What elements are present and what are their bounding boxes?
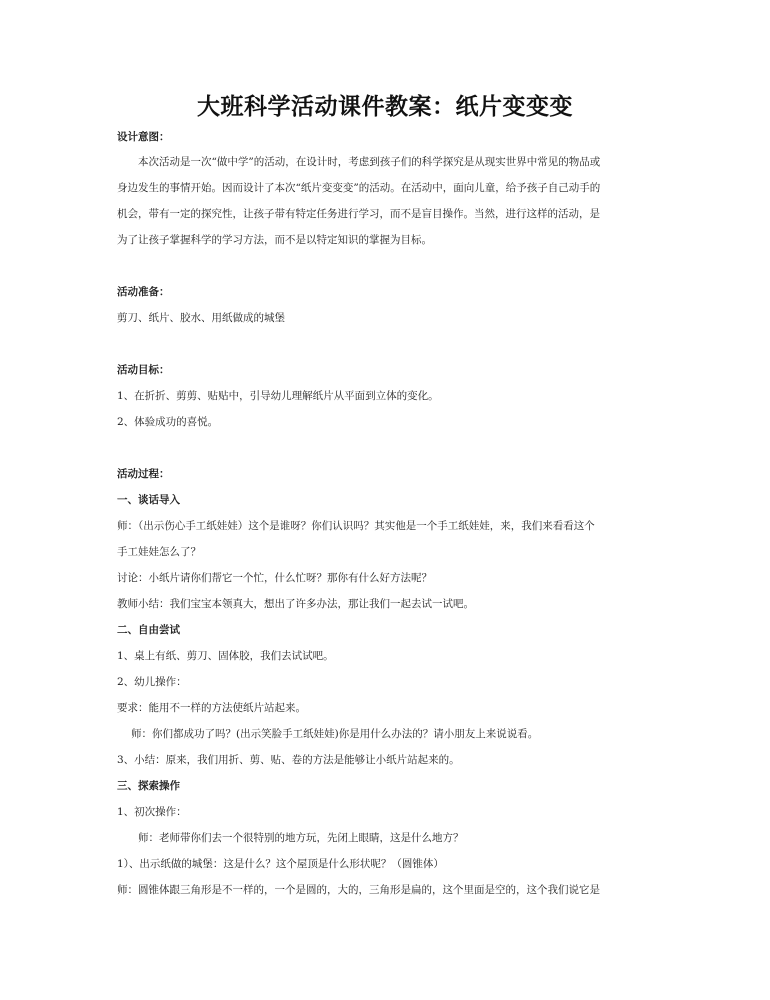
paragraph-line: 师：（出示伤心手工纸娃娃）这个是谁呀？你们认识吗？其实他是一个手工纸娃娃，来，我们来看看这个 [117, 520, 595, 532]
paragraph-line: 3、小结：原来，我们用折、剪、贴、卷的方法是能够让小纸片站起来的。 [117, 754, 460, 766]
paragraph-line: 师：老师带你们去一个很特别的地方玩，先闭上眼睛，这是什么地方？ [138, 832, 464, 844]
paragraph-line: 剪刀、纸片、胶水、用纸做成的城堡 [117, 312, 285, 324]
paragraph-line: 讨论：小纸片请你们帮它一个忙，什么忙呀？那你有什么好方法呢？ [117, 572, 432, 584]
paragraph-line: 机会，带有一定的探究性，让孩子带有特定任务进行学习，而不是盲目操作。当然，进行这样的活动，是 [117, 208, 600, 220]
document-title: 大班科学活动课件教案：纸片变变变 [197, 93, 573, 120]
section-heading: 活动准备： [117, 286, 170, 298]
section-heading: 设计意图： [117, 131, 170, 143]
paragraph-line: 2、幼儿操作： [117, 676, 187, 688]
paragraph-line: 教师小结：我们宝宝本领真大，想出了许多办法，那让我们一起去试一试吧。 [117, 598, 474, 610]
paragraph-line: 师：圆锥体跟三角形是不一样的，一个是圆的，大的，三角形是扁的，这个里面是空的，这个我们说它是 [117, 884, 600, 896]
paragraph-line: 身边发生的事情开始。因而设计了本次“纸片变变变”的活动。在活动中，面向儿童，给予孩子自己动手的 [117, 182, 601, 194]
section-heading: 二、自由尝试 [117, 624, 180, 636]
paragraph-line: 本次活动是一次“做中学”的活动，在设计时，考虑到孩子们的科学探究是从现实世界中常见的物品或 [138, 156, 601, 168]
paragraph-line: 2、体验成功的喜悦。 [117, 416, 219, 428]
paragraph-line: 为了让孩子掌握科学的学习方法，而不是以特定知识的掌握为目标。 [117, 234, 432, 246]
paragraph-line: 要求：能用不一样的方法使纸片站起来。 [117, 702, 306, 714]
paragraph-line: 1、在折折、剪剪、贴贴中，引导幼儿理解纸片从平面到立体的变化。 [117, 390, 439, 402]
paragraph-line: 1）、出示纸做的城堡：这是什么？这个屋顶是什么形状呢？（圆锥体） [117, 858, 444, 870]
paragraph-line: 师：你们都成功了吗？(出示笑脸手工纸娃娃)你是用什么办法的？请小朋友上来说说看。 [131, 728, 539, 740]
section-heading: 一、谈话导入 [117, 494, 180, 506]
section-heading: 三、探索操作 [117, 780, 180, 792]
paragraph-line: 1、桌上有纸、剪刀、固体胶，我们去试试吧。 [117, 650, 334, 662]
section-heading: 活动目标： [117, 364, 170, 376]
section-heading: 活动过程： [117, 468, 170, 480]
paragraph-line: 手工娃娃怎么了？ [117, 546, 201, 558]
paragraph-line: 1、初次操作： [117, 806, 187, 818]
